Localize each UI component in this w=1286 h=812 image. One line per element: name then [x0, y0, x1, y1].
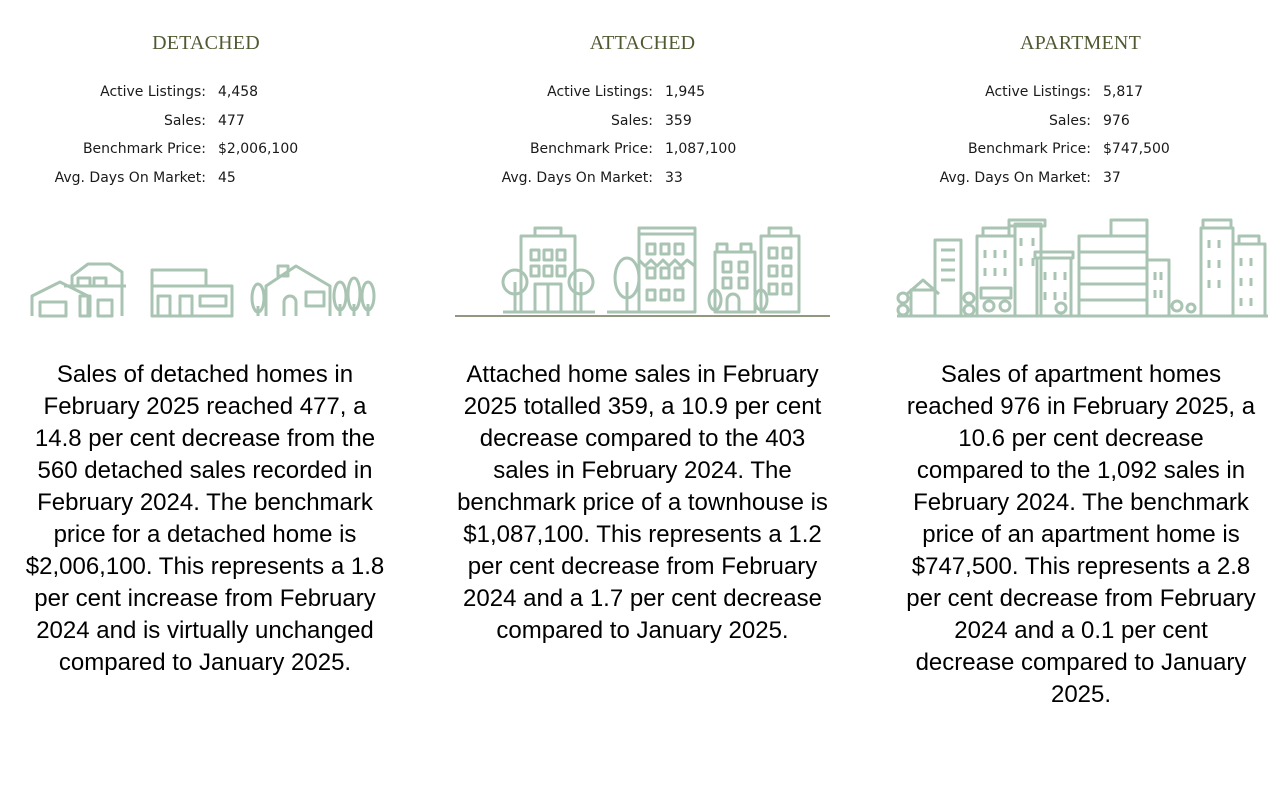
sales-label: Sales:: [164, 112, 206, 129]
townhouses-icon: [455, 210, 830, 322]
detached-heading: DETACHED: [152, 32, 260, 54]
sales-label: Sales:: [611, 112, 653, 129]
attached-active-listings-row: [455, 80, 830, 109]
apartment-days-on-market-value: 37: [1103, 169, 1121, 186]
apartment-stats: [893, 80, 1268, 194]
detached-stats: [20, 80, 392, 194]
detached-active-listings-row: [20, 80, 392, 109]
apartment-description: Sales of apartment homes reached 976 in February 2025, a 10.6 per cent decrease compared to the 1,092 sales in February 2024. The benchmark price of an apartment home is $747,500. This represents a 2.8 per cent decrease from February 2024 and a 0.1 per cent decrease compared to January 2025.: [906, 361, 1256, 708]
attached-heading: ATTACHED: [589, 32, 696, 54]
apartment-column: [893, 0, 1268, 812]
apartment-sales-row: [893, 109, 1268, 138]
sales-label: Sales:: [1049, 112, 1091, 129]
attached-description: Attached home sales in February 2025 totalled 359, a 10.9 per cent decrease compared to the 403 sales in February 2024. The benchmark price of a townhouse is $1,087,100. This represents a 1.2 per cent decrease from February 2024 and a 1.7 per cent decrease compared to January 2025.: [457, 361, 828, 644]
attached-column: [455, 0, 830, 812]
detached-houses-icon: [20, 210, 392, 322]
apartment-benchmark-price-row: [893, 137, 1268, 166]
benchmark-price-label: Benchmark Price:: [82, 141, 206, 157]
detached-days-on-market-value: 45: [218, 169, 236, 186]
apartment-sales-value: 976: [1103, 112, 1130, 129]
detached-benchmark-price-row: [20, 137, 392, 166]
apartment-active-listings-row: [893, 80, 1268, 109]
attached-benchmark-price-value: 1,087,100: [665, 141, 737, 157]
attached-days-on-market-row: [455, 166, 830, 195]
active-listings-label: Active Listings:: [100, 84, 206, 100]
attached-stats: [455, 80, 830, 194]
detached-days-on-market-row: [20, 166, 392, 195]
attached-sales-row: [455, 109, 830, 138]
detached-sales-value: 477: [218, 112, 245, 129]
detached-sales-row: [20, 109, 392, 138]
attached-sales-value: 359: [665, 112, 692, 129]
attached-days-on-market-value: 33: [665, 169, 683, 186]
detached-column: [20, 0, 392, 812]
benchmark-price-label: Benchmark Price:: [529, 141, 653, 157]
apartment-heading: APARTMENT: [1020, 32, 1141, 54]
apartment-days-on-market-row: [893, 166, 1268, 195]
apartment-skyline-icon: [893, 210, 1268, 322]
benchmark-price-label: Benchmark Price:: [967, 141, 1091, 157]
attached-benchmark-price-row: [455, 137, 830, 166]
detached-active-listings-value: 4,458: [218, 84, 259, 100]
detached-description: Sales of detached homes in February 2025 reached 477, a 14.8 per cent decrease from the 560 detached sales recorded in February 2024. The benchmark price for a detached home is $2,006,100. This represents a 1.8 per cent increase from February 2024 and is virtually unchanged compared to January 2025.: [25, 361, 385, 676]
apartment-benchmark-price-value: $747,500: [1103, 141, 1170, 157]
apartment-active-listings-value: 5,817: [1103, 84, 1144, 100]
active-listings-label: Active Listings:: [547, 84, 653, 100]
avg-days-on-market-label: Avg. Days On Market:: [501, 169, 653, 186]
active-listings-label: Active Listings:: [985, 84, 1091, 100]
detached-benchmark-price-value: $2,006,100: [218, 141, 299, 157]
avg-days-on-market-label: Avg. Days On Market:: [54, 169, 206, 186]
avg-days-on-market-label: Avg. Days On Market:: [939, 169, 1091, 186]
attached-active-listings-value: 1,945: [665, 84, 706, 100]
